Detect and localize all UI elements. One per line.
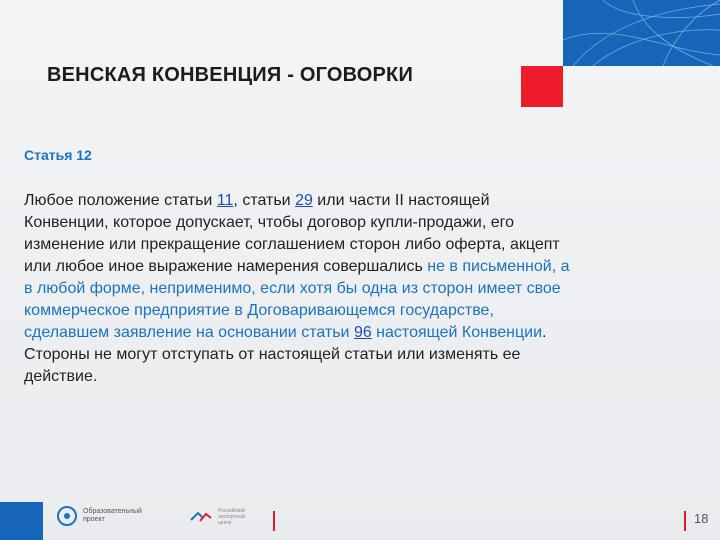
globe-icon (57, 506, 77, 526)
article-text (24, 190, 644, 388)
text-line: действие. (24, 368, 98, 385)
text-line: сделавшем заявление на основании статьи 96 настоящей Конвенции. (24, 324, 547, 341)
text-line: или любое иное выражение намерения совершались не в письменной, а (24, 258, 570, 275)
article-96-link[interactable]: 96 (353, 324, 372, 341)
decorative-red-square (521, 66, 563, 107)
article-29-link[interactable]: 29 (295, 192, 313, 209)
text-line: Конвенции, которое допускает, чтобы договор купли-продажи, его (24, 214, 515, 231)
page-number: 18 (694, 511, 709, 526)
highlighted-text: не в письменной, а (427, 258, 570, 275)
decorative-lines (563, 0, 720, 66)
text-line: Стороны не могут отступать от настоящей статьи или изменять ее (24, 346, 521, 363)
footer-divider (273, 511, 275, 531)
slide-title: ВЕНСКАЯ КОНВЕНЦИЯ - ОГОВОРКИ (47, 64, 414, 86)
export-center-icon (190, 510, 212, 524)
text-line-highlighted: в любой форме, неприменимо, если хотя бы одна из сторон имеет свое (24, 280, 561, 297)
text-line-highlighted: коммерческое предприятие в Договаривающемся государстве, (24, 302, 494, 319)
article-heading: Статья 12 (24, 147, 92, 163)
article-11-link[interactable]: 11 (216, 192, 234, 209)
education-project-logo: Образовательный проект (57, 506, 142, 526)
text-line: изменение или прекращение соглашением сторон либо оферта, акцепт (24, 236, 560, 253)
page-number-divider (684, 511, 686, 531)
export-center-logo: Российский экспортный центр (190, 508, 245, 526)
footer-blue-block (0, 502, 43, 540)
text-line: Любое положение статьи 11, статьи 29 или части II настоящей (24, 192, 490, 209)
decorative-blue-block (563, 0, 720, 66)
